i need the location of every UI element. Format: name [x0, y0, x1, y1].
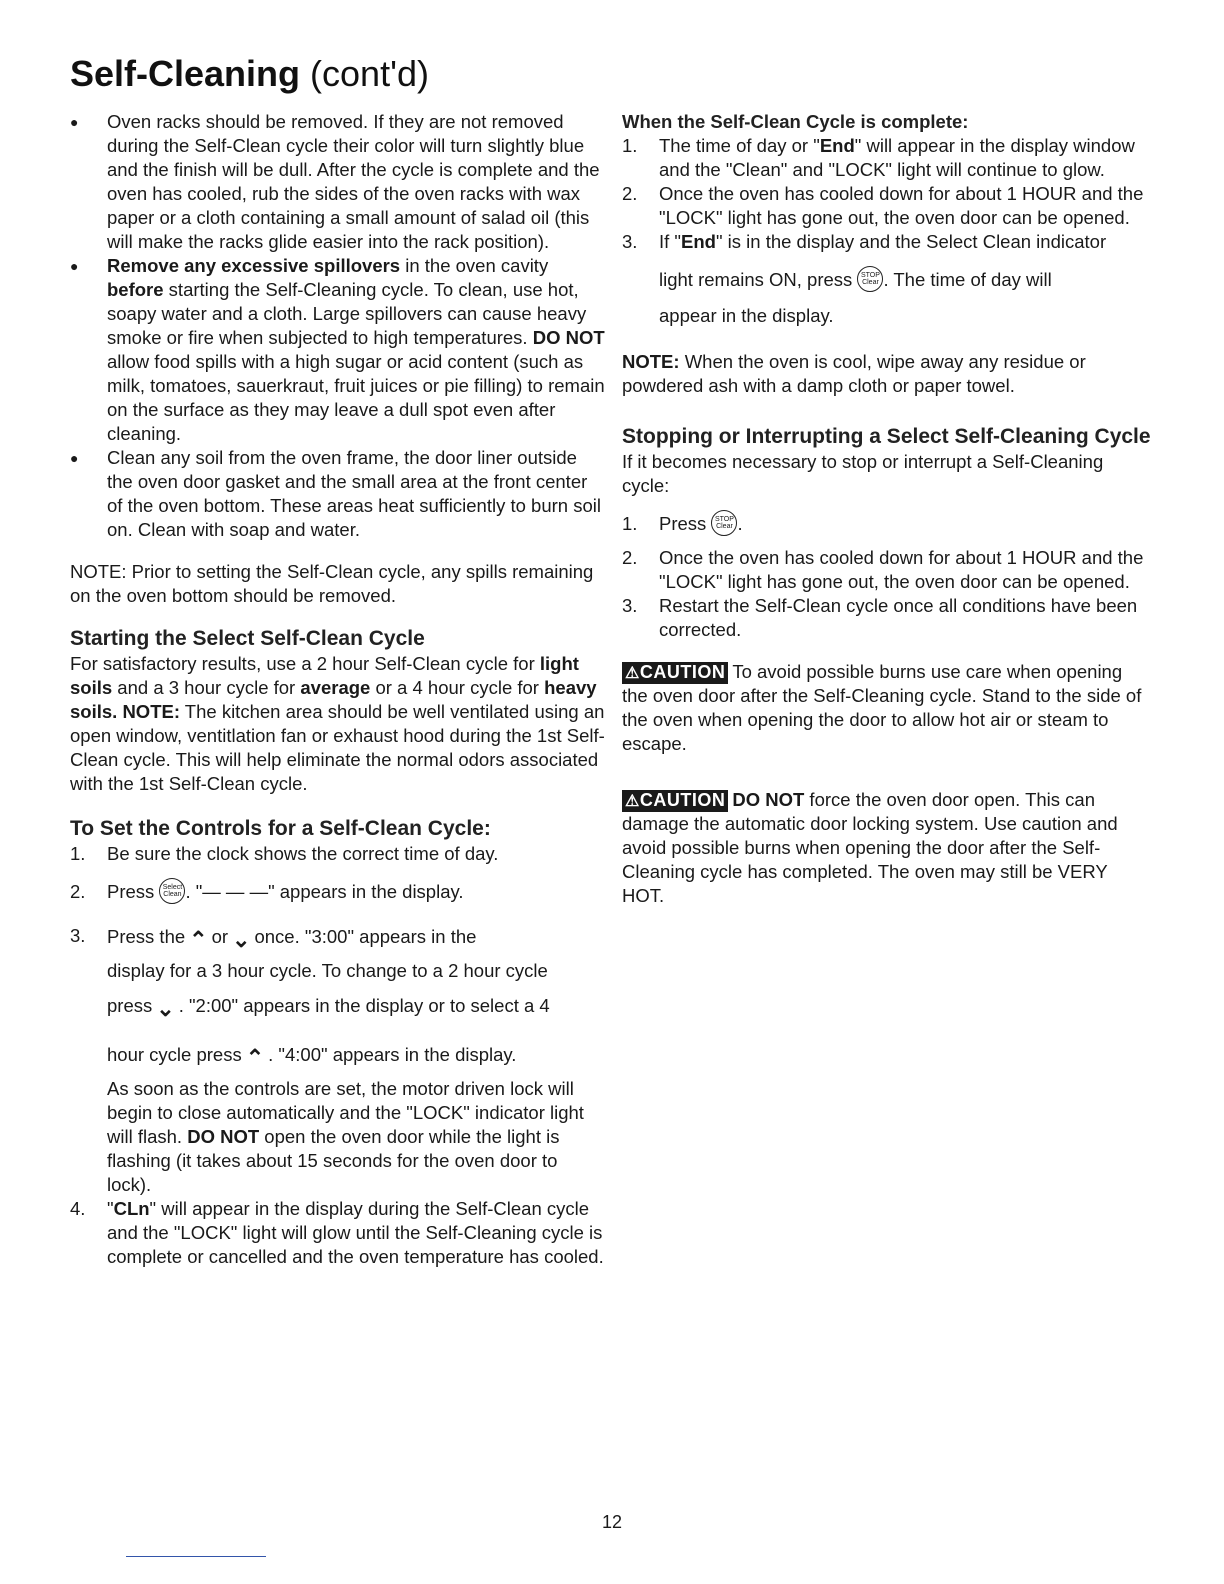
starting-paragraph: For satisfactory results, use a 2 hour Self-Clean cycle for light soils and a 3 hour cycle for average or a 4 hour cycle for heavy soils. NOTE: The kitchen area should be well ventilated using an open window, ventitlation fan or exhaust hood during the 1st Self-Clean cycle. This will help eliminate the normal odors associated with the 1st Self-Clean cycle.: [70, 653, 605, 794]
complete-step-1: 1. The time of day or "End" will appear in the display window and the "Clean" and "LOCK" light will continue to glow.: [622, 135, 1135, 180]
warning-triangle-icon: ⚠: [625, 793, 640, 811]
bullet-icon: ●: [70, 450, 79, 466]
bullet-remove-racks: ● Oven racks should be removed. If they are not removed during the Self-Clean cycle their color will turn slightly blue and the finish will be dull. After the cycle is complete and the oven has cooled, rub the sides of the oven racks with wax paper or a cloth containing a small amount of salad oil (this will make the racks glide easier into the rack position).: [70, 111, 600, 252]
complete-step-3: 3. If "End" is in the display and the Select Clean indicator light remains ON, press STOP Clear . The time of day will appear in the display.: [622, 231, 1107, 327]
bullet-remove-spillovers: ● Remove any excessive spillovers in the oven cavity before starting the Self-Cleaning cycle. To clean, use hot, soapy water and a cloth. Large spillovers can cause heavy smoke or fire when subjected to high temperatures. DO NOT allow food spills with a high sugar or acid content (such as milk, tomatoes, sauerkraut, fruit juices or pie filling) to remain on the surface as they may leave a dull spot even after cleaning.: [70, 255, 605, 444]
footer-divider: [126, 1556, 266, 1557]
right-column: [622, 110, 1152, 908]
page-title-suffix: (cont'd): [310, 53, 429, 94]
stop-clear-key-icon: STOP Clear: [711, 510, 737, 536]
stopping-step-2: 2. Once the oven has cooled down for about 1 HOUR and the "LOCK" light has gone out, the oven door can be opened.: [622, 547, 1144, 593]
controls-step-4: 4. "CLn" will appear in the display during the Self-Clean cycle and the "LOCK" light will glow until the Self-Cleaning cycle is complete or cancelled and the oven temperature has cooled.: [70, 1198, 604, 1268]
controls-step-2: 2. Press Select Clean . "— — —" appears in the display.: [70, 880, 605, 906]
caution-badge: ⚠CAUTION: [622, 662, 728, 684]
heading-set-controls: To Set the Controls for a Self-Clean Cycle:: [70, 817, 491, 840]
heading-stopping-cycle: Stopping or Interrupting a Select Self-Cleaning Cycle: [622, 425, 1151, 449]
note-cool-oven: NOTE: When the oven is cool, wipe away any residue or powdered ash with a damp cloth or paper towel.: [622, 351, 1086, 397]
page-title: Self-Cleaning (cont'd): [70, 53, 429, 94]
bullet-icon: ●: [70, 114, 79, 130]
heading-starting-cycle: Starting the Select Self-Clean Cycle: [70, 627, 425, 650]
stop-clear-key-icon: STOP Clear: [857, 266, 883, 292]
select-clean-key-icon: Select Clean: [159, 878, 185, 904]
note-prior-setting: NOTE: Prior to setting the Self-Clean cycle, any spills remaining on the oven bottom should be removed.: [70, 561, 594, 606]
caution-badge: ⚠CAUTION: [622, 790, 728, 812]
left-column: [70, 110, 605, 1269]
caret-up-icon: ⌃: [189, 927, 208, 953]
stopping-step-3: 3. Restart the Self-Clean cycle once all conditions have been corrected.: [622, 595, 1138, 641]
complete-step-2: 2. Once the oven has cooled down for about 1 HOUR and the "LOCK" light has gone out, the oven door can be opened.: [622, 183, 1144, 228]
controls-step-1: 1. Be sure the clock shows the correct time of day.: [70, 843, 499, 864]
controls-step-3: 3. Press the ⌃ or ⌄ once. "3:00" appears in the display for a 3 hour cycle. To change to a 2 hour cycle press ⌄ . "2:00" appears in the display or to select a 4 hour cycle press ⌃ . "4:00" appears in the display. As soon as the controls are set, the motor driven lock will begin to close automatically and the "LOCK" indicator light will flash. DO NOT open the oven door while the light is flashing (it takes about 15 seconds for the oven door to lock).: [70, 925, 584, 1196]
heading-cycle-complete: When the Self-Clean Cycle is complete:: [622, 111, 969, 132]
stopping-intro: If it becomes necessary to stop or interrupt a Self-Cleaning cycle:: [622, 451, 1104, 497]
warning-triangle-icon: ⚠: [625, 665, 640, 683]
caret-down-icon: ⌄: [232, 927, 251, 953]
caution-burns: ⚠CAUTION To avoid possible burns use care when opening the oven door after the Self-Cleaning cycle. Stand to the side of the oven when opening the door to allow hot air or steam to escape.: [622, 661, 1142, 755]
stopping-step-1: 1. Press STOP Clear .: [622, 512, 1152, 538]
page-number: 12: [601, 1512, 623, 1532]
caret-down-icon: ⌄: [156, 996, 175, 1022]
caution-do-not-force: ⚠CAUTION DO NOT force the oven door open. This can damage the automatic door locking system. Use caution and avoid possible burns when opening the door after the Self-Cleaning cycle has completed. The oven may still be VERY HOT.: [622, 789, 1118, 907]
bullet-icon: ●: [70, 258, 79, 274]
bullet-clean-soil: ● Clean any soil from the oven frame, the door liner outside the oven door gasket and the small area at the front center of the oven bottom. These areas heat sufficiently to burn soil on. Clean with soap and water.: [70, 447, 601, 540]
caret-up-icon: ⌃: [245, 1045, 265, 1071]
